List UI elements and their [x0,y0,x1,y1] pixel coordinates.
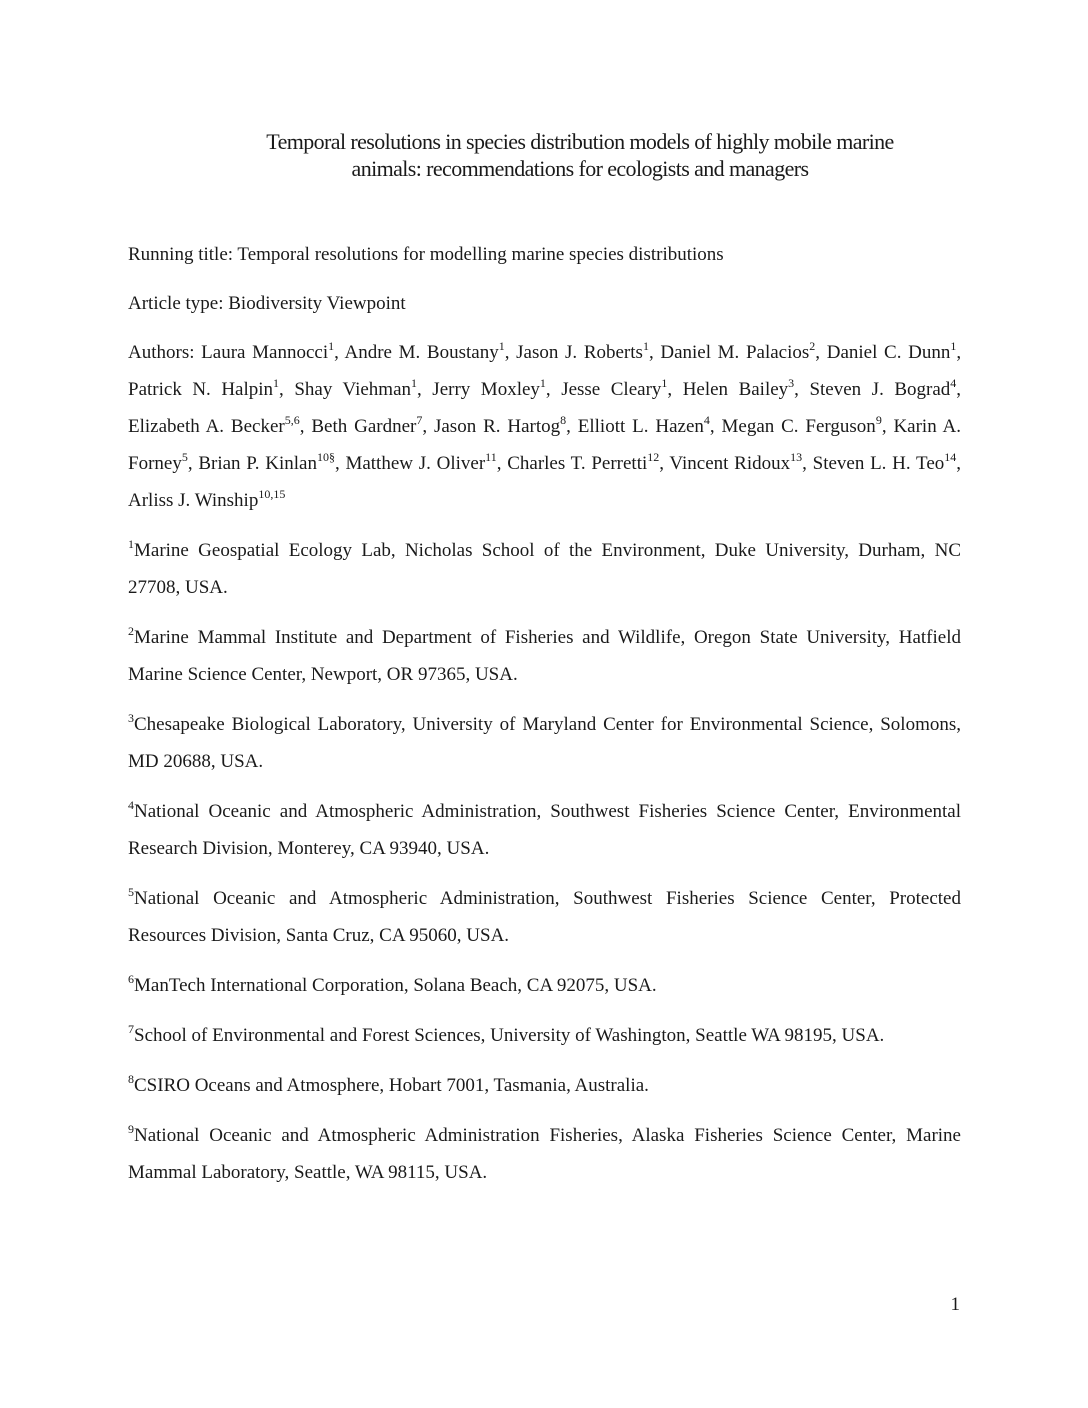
affiliation-text: Marine Geospatial Ecology Lab, Nicholas School of the Environment, Duke University, Durham, NC 27708, USA. [128,540,961,598]
author-affiliation-marker: 12 [647,449,660,464]
paper-title-line-1: Temporal resolutions in species distribution models of highly mobile marine [266,129,894,154]
author-affiliation-marker: 10,15 [258,486,286,501]
affiliation-text: CSIRO Oceans and Atmosphere, Hobart 7001, Tasmania, Australia. [134,1075,649,1096]
affiliation-number: 8 [128,1071,134,1086]
affiliation-number: 6 [128,971,134,986]
affiliation-number: 5 [128,884,134,899]
author-name: Elizabeth A. Becker [128,416,285,437]
affiliation-number: 9 [128,1121,134,1136]
author-name: Arliss J. Winship [128,490,259,511]
author-affiliation-marker: 3 [788,375,795,390]
affiliation [128,880,961,954]
affiliation [128,1017,961,1054]
affiliation [128,1117,961,1191]
author-affiliation-marker: 13 [790,449,803,464]
authors-label: Authors: [128,342,202,363]
author-affiliation-marker: 4 [950,375,957,390]
author-name: Jerry Moxley [432,379,540,400]
authors-container: Laura Mannocci$^1$, Andre M. Boustany$^1$, Jason J. Roberts$^1$, Daniel M. Palacios$^2$, Daniel C. Dunn$^1$, Patrick N. Halpin$^1$, Shay Viehman$^1$, Jerry Moxley$^1$, Jesse Cleary$^1$, Helen Bailey$^3$, Steven J. Bograd$^4$, Elizabeth A. Becker$^{5,6}$, Beth Gardner$^7$, Jason R. Hartog$^8$, Elliott L. Hazen$^4$, Megan C. Ferguson$^9$, Karin A. Forney$^5$, Brian P. Kinlan$^{10\S}$, Matthew J. Oliver$^{11}$, Charles T. Perretti$^{12}$, Vincent Ridoux$^{13}$, Steven L. H. Teo$^{14}$, Arliss J. Winship$^{10,15}$ [128,338,962,511]
affiliation [128,793,961,867]
affiliation-text: National Oceanic and Atmospheric Administration, Southwest Fisheries Science Center, Protected Resources Division, Santa Cruz, CA 95060, USA. [128,888,961,946]
author-affiliation-marker: 1 [950,338,957,353]
author-affiliation-marker: 1 [661,375,668,390]
affiliation [128,706,961,780]
affiliation-number: 4 [128,797,134,812]
author-affiliation-marker: 1 [642,338,649,353]
paper-title [180,128,980,182]
author-affiliation-marker: 11 [485,449,497,464]
affiliation [128,1067,961,1104]
page-number: 1 [950,1294,960,1315]
author-name: Elliott L. Hazen [577,416,704,437]
running-title: Running title: Temporal resolutions for modelling marine species distributions [128,244,724,265]
affiliation [128,967,961,1004]
author-affiliation-marker: 4 [703,412,710,427]
affiliation-text: National Oceanic and Atmospheric Administration, Southwest Fisheries Science Center, Environmental Research Division, Monterey, CA 93940, USA. [128,801,961,859]
affiliation-text: School of Environmental and Forest Sciences, University of Washington, Seattle WA 98195, USA. [134,1025,885,1046]
author-affiliation-marker: 2 [809,338,816,353]
affiliation-number: 1 [128,536,134,551]
author-name: Charles T. Perretti [507,453,648,474]
paper-title-line-2: animals: recommendations for ecologists and managers [351,156,809,181]
affiliation-text: Chesapeake Biological Laboratory, University of Maryland Center for Environmental Science, Solomons, MD 20688, USA. [128,714,961,772]
author-affiliation-marker: 9 [875,412,882,427]
author-name: Shay Viehman [294,379,412,400]
author-affiliation-marker: 1 [273,375,280,390]
author-affiliation-marker: 1 [498,338,505,353]
author-name: Laura Mannocci [201,342,329,363]
author-affiliation-marker: 10§ [316,449,335,464]
author-affiliation-marker: 14 [944,449,957,464]
author-affiliation-marker: 1 [539,375,546,390]
article-type: Article type: Biodiversity Viewpoint [128,293,406,314]
author-name: Megan C. Ferguson [721,416,876,437]
author-name: Steven J. Bograd [809,379,951,400]
author-name: Jason R. Hartog [433,416,561,437]
author-name: Daniel C. Dunn [826,342,951,363]
author-name: Daniel M. Palacios [660,342,810,363]
author-affiliation-marker: 7 [416,412,423,427]
author-affiliation-marker: 5,6 [284,412,300,427]
author-name: Beth Gardner [311,416,417,437]
author-name: Patrick N. Halpin [128,379,274,400]
author-name: Vincent Ridoux [669,453,791,474]
affiliation-number: 7 [128,1021,134,1036]
affiliation [128,619,961,693]
author-name: Jason J. Roberts [516,342,643,363]
author-name: Helen Bailey [682,379,789,400]
author-name: Karin A. Forney [128,416,961,474]
affiliation-text: ManTech International Corporation, Solana Beach, CA 92075, USA. [134,975,657,996]
affiliation-text: Marine Mammal Institute and Department of Fisheries and Wildlife, Oregon State University, Hatfield Marine Science Center, Newport, OR 97365, USA. [128,627,961,685]
author-name: Matthew J. Oliver [345,453,486,474]
affiliation-number: 3 [128,710,134,725]
author-affiliation-marker: 5 [181,449,188,464]
author-affiliation-marker: 1 [328,338,335,353]
author-name: Brian P. Kinlan [198,453,317,474]
affiliation-number: 2 [128,623,134,638]
author-name: Andre M. Boustany [344,342,499,363]
author-name: Jesse Cleary [561,379,662,400]
affiliation-text: National Oceanic and Atmospheric Administration Fisheries, Alaska Fisheries Science Center, Marine Mammal Laboratory, Seattle, WA 98115, USA. [128,1125,961,1183]
author-list [128,334,961,519]
affiliation [128,532,961,606]
affiliations-list [128,532,961,1191]
author-name: Steven L. H. Teo [812,453,945,474]
author-affiliation-marker: 8 [560,412,567,427]
author-affiliation-marker: 1 [411,375,418,390]
front-matter [128,236,961,1204]
